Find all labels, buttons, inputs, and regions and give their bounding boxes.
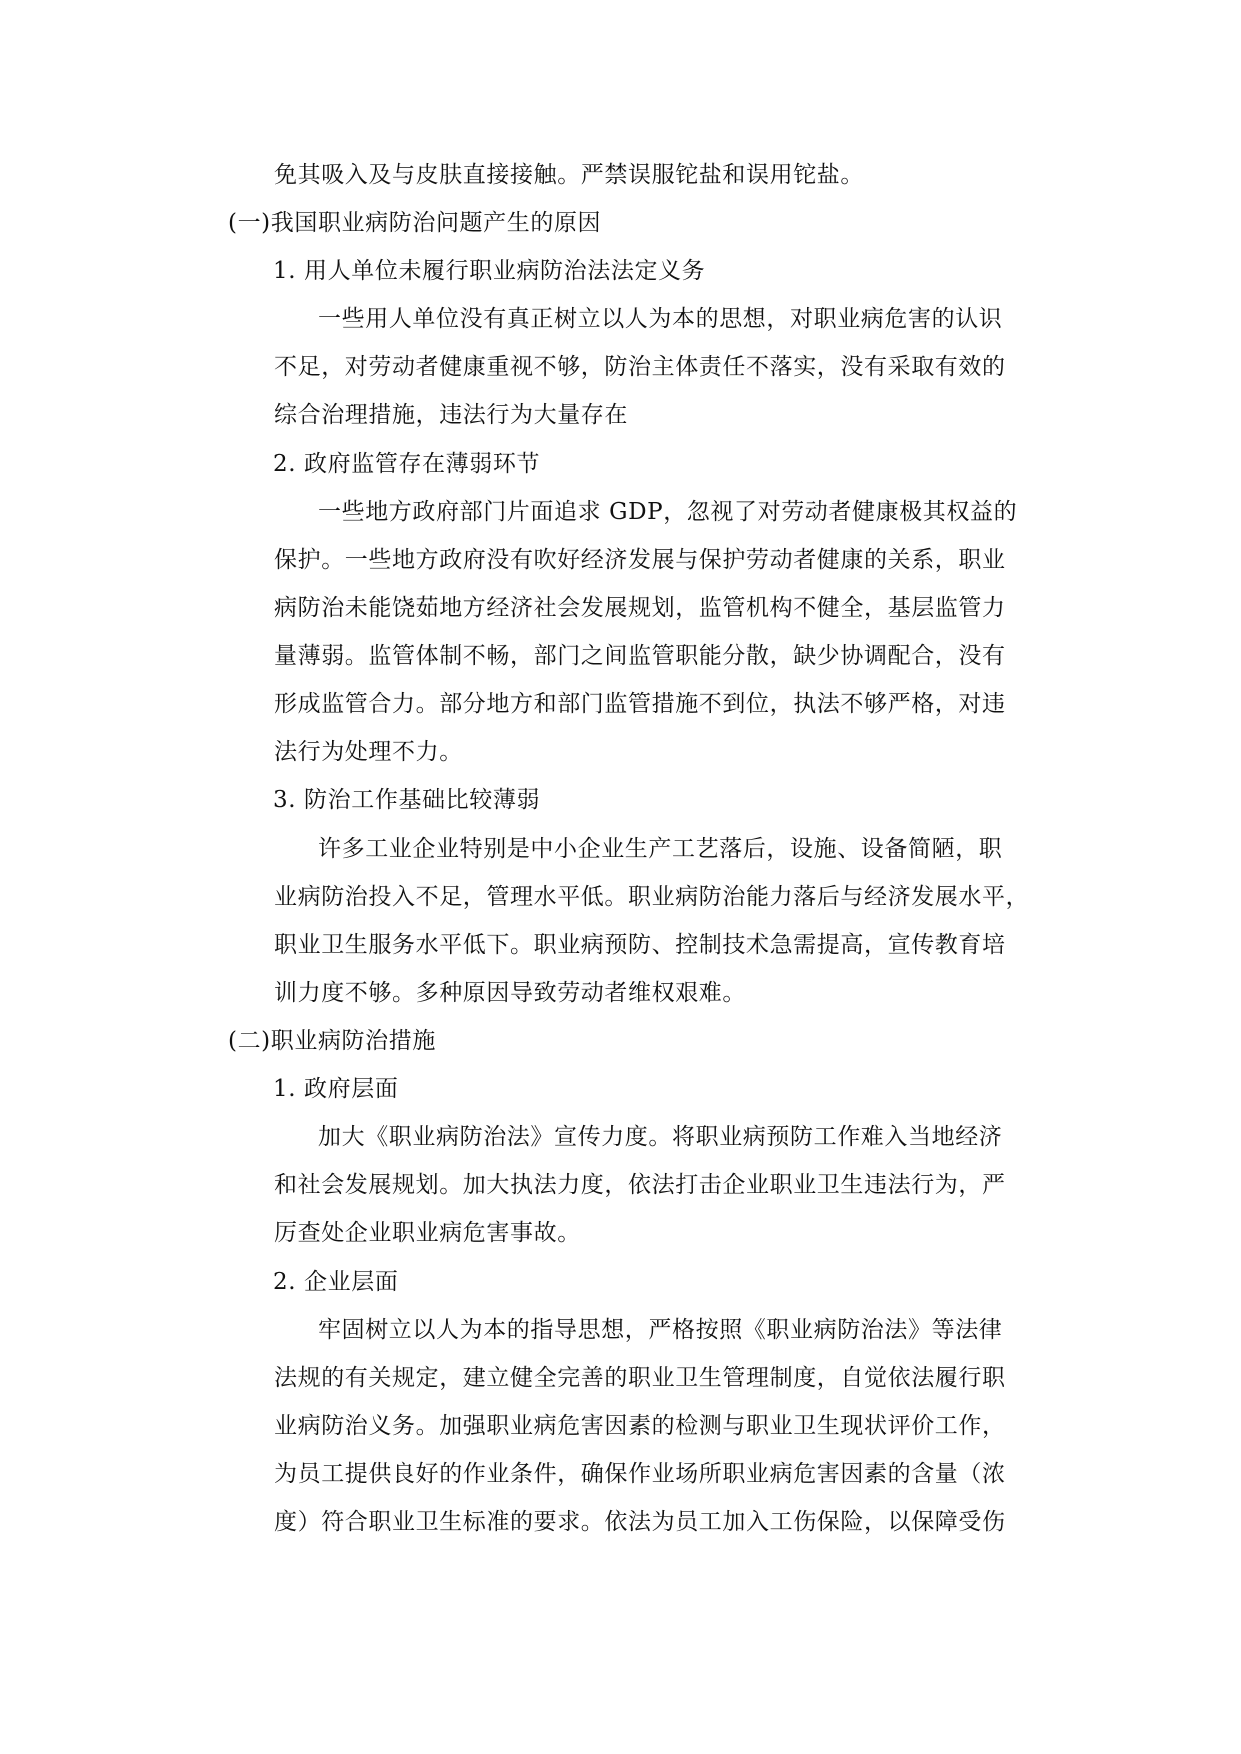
subsection-heading: 2. 企业层面: [273, 1269, 399, 1295]
section-heading: (二)职业病防治措施: [228, 1028, 436, 1054]
subsection-heading: 1. 用人单位未履行职业病防治法法定义务: [273, 258, 706, 284]
paragraph-line: 法行为处理不力。: [274, 739, 463, 765]
paragraph-line: 职业卫生服务水平低下。职业病预防、控制技术急需提高，宣传教育培: [274, 932, 1006, 958]
paragraph-line: 免其吸入及与皮肤直接接触。严禁误服铊盐和误用铊盐。: [274, 162, 864, 188]
paragraph-line: 为员工提供良好的作业条件，确保作业场所职业病危害因素的含量（浓: [274, 1461, 1006, 1487]
section-heading: (一)我国职业病防治问题产生的原因: [228, 210, 602, 236]
subsection-heading: 2. 政府监管存在薄弱环节: [273, 451, 541, 477]
paragraph-line: 不足，对劳动者健康重视不够，防治主体责任不落实，没有采取有效的: [274, 354, 1006, 380]
paragraph-line: 许多工业企业特别是中小企业生产工艺落后，设施、设备简陋，职: [318, 836, 1003, 862]
paragraph-line: 牢固树立以人为本的指导思想，严格按照《职业病防治法》等法律: [318, 1317, 1003, 1343]
paragraph-line: 和社会发展规划。加大执法力度，依法打击企业职业卫生违法行为，严: [274, 1172, 1006, 1198]
paragraph-line: 一些地方政府部门片面追求 GDP，忽视了对劳动者健康极其权益的: [318, 499, 1018, 525]
paragraph-line: 加大《职业病防治法》宣传力度。将职业病预防工作难入当地经济: [318, 1124, 1003, 1150]
paragraph-line: 业病防治投入不足，管理水平低。职业病防治能力落后与经济发展水平，: [274, 884, 1030, 910]
paragraph-line: 量薄弱。监管体制不畅，部门之间监管职能分散，缺少协调配合，没有: [274, 643, 1006, 669]
paragraph-line: 法规的有关规定，建立健全完善的职业卫生管理制度，自觉依法履行职: [274, 1365, 1006, 1391]
paragraph-line: 形成监管合力。部分地方和部门监管措施不到位，执法不够严格，对违: [274, 691, 1006, 717]
paragraph-line: 训力度不够。多种原因导致劳动者维权艰难。: [274, 980, 746, 1006]
paragraph-line: 业病防治义务。加强职业病危害因素的检测与职业卫生现状评价工作，: [274, 1413, 1006, 1439]
paragraph-line: 病防治未能饶茹地方经济社会发展规划，监管机构不健全，基层监管力: [274, 595, 1006, 621]
paragraph-line: 综合治理措施，违法行为大量存在: [274, 402, 628, 428]
paragraph-line: 度）符合职业卫生标准的要求。依法为员工加入工伤保险，以保障受伤: [274, 1509, 1006, 1535]
subsection-heading: 1. 政府层面: [273, 1076, 399, 1102]
paragraph-line: 厉查处企业职业病危害事故。: [274, 1220, 581, 1246]
subsection-heading: 3. 防治工作基础比较薄弱: [273, 787, 541, 813]
paragraph-line: 保护。一些地方政府没有吹好经济发展与保护劳动者健康的关系，职业: [274, 547, 1006, 573]
paragraph-line: 一些用人单位没有真正树立以人为本的思想，对职业病危害的认识: [318, 306, 1003, 332]
